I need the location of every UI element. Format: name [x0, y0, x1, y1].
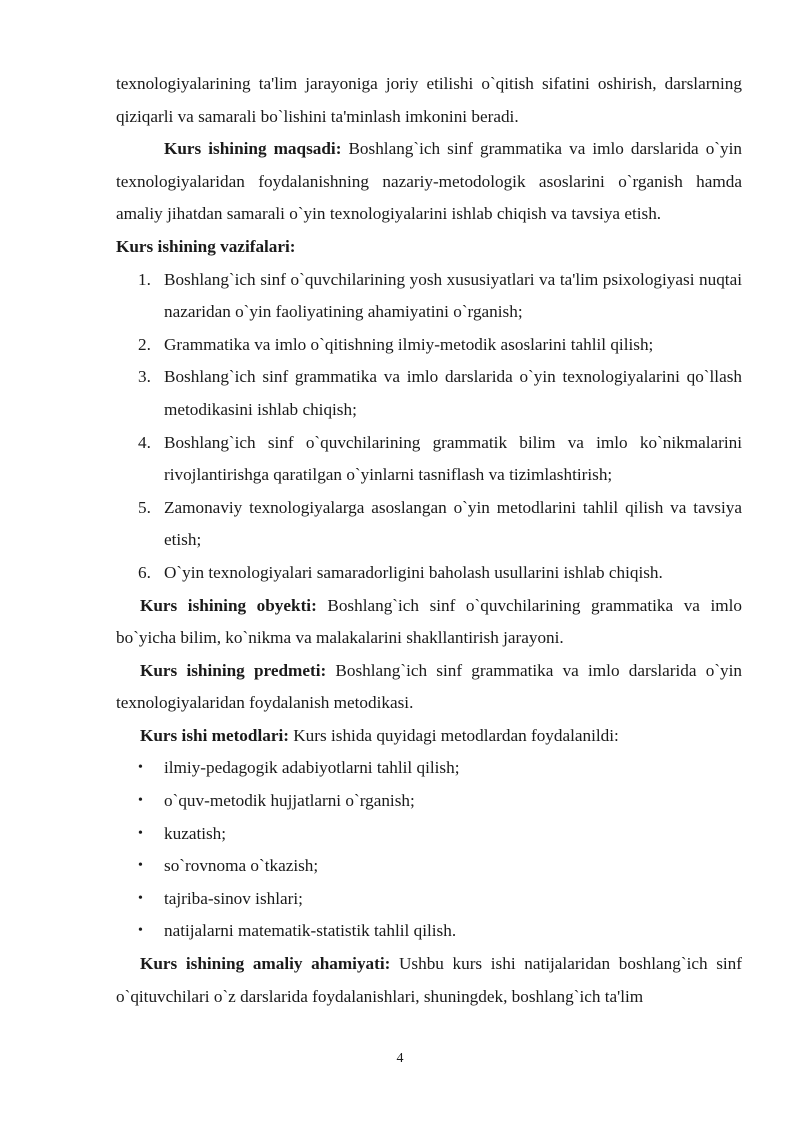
predmet-label: Kurs ishining predmeti: [140, 660, 327, 680]
list-item: 6. O`yin texnologiyalari samaradorligini baholash usullarini ishlab chiqish. [138, 562, 663, 582]
list-item: • o`quv-metodik hujjatlarni o`rganish; [116, 785, 742, 818]
list-item: 2. Grammatika va imlo o`qitishning ilmiy-metodik asoslarini tahlil qilish; [138, 334, 654, 354]
list-item: 3. Boshlang`ich sinf grammatika va imlo darslarida o`yin texnologiyalarini qo`llash metodikasini ishlab chiqish; [138, 367, 742, 419]
list-item: • kuzatish; [116, 818, 742, 851]
metodlar-text: Kurs ishida quyidagi metodlardan foydalanildi: [288, 725, 619, 745]
metodlar-label: Kurs ishi metodlari: [140, 725, 289, 745]
ahamiyat-label: Kurs ishining amaliy ahamiyati: [140, 954, 391, 974]
bullet-icon: • [138, 923, 143, 939]
intro-paragraph: texnologiyalarining ta'lim jarayoniga joriy etilishi o`qitish sifatini oshirish, darslarning qiziqarli va samarali bo`lishini ta'minlash imkonini beradi. [116, 74, 742, 126]
maqsad-paragraph [116, 133, 742, 231]
ahamiyat-paragraph [116, 948, 742, 1013]
metodlar-paragraph [116, 720, 742, 753]
predmet-text: Boshlang`ich sinf grammatika va imlo darslarida o`yin texnologiyalaridan foydalanish metodikasi. [116, 660, 743, 713]
list-item: • ilmiy-pedagogik adabiyotlarni tahlil qilish; [116, 752, 742, 785]
document-page [116, 68, 742, 1013]
bullet-icon: • [138, 858, 143, 874]
obyekt-paragraph [116, 590, 742, 655]
predmet-paragraph [116, 655, 742, 720]
list-item: 4. Boshlang`ich sinf o`quvchilarining grammatik bilim va imlo ko`nikmalarini rivojlantirishga qaratilgan o`yinlarni tasniflash va tizimlashtirish; [138, 432, 742, 485]
maqsad-text: Boshlang`ich sinf grammatika va imlo darslarida o`yin texnologiyalaridan foydalanishning nazariy-metodologik asoslarini o`rganish hamda amaliy jihatdan samarali o`yin texnologiyalarini ishlab chiqish va tavsiya etish. [116, 139, 742, 224]
page-number: 4 [396, 1051, 404, 1066]
vazifalar-heading: Kurs ishining vazifalari: [116, 236, 296, 256]
bullet-icon: • [138, 760, 143, 776]
maqsad-label: Kurs ishining maqsadi: [164, 139, 342, 159]
metodlar-list [116, 752, 742, 948]
vazifalar-list [116, 264, 742, 590]
obyekt-label: Kurs ishining obyekti: [140, 595, 317, 615]
list-item: • tajriba-sinov ishlari; [116, 883, 742, 916]
list-item: 5. Zamonaviy texnologiyalarga asoslangan o`yin metodlarini tahlil qilish va tavsiya etish; [138, 497, 742, 550]
list-item: 1. Boshlang`ich sinf o`quvchilarining yosh xususiyatlari va ta'lim psixologiyasi nuqtai nazaridan o`yin faoliyatining ahamiyatini o`rganish; [138, 269, 742, 322]
list-item: • natijalarni matematik-statistik tahlil qilish. [116, 915, 742, 948]
obyekt-text: Boshlang`ich sinf o`quvchilarining grammatika va imlo bo`yicha bilim, ko`nikma va malakalarini shakllantirish jarayoni. [116, 595, 742, 648]
bullet-icon: • [138, 825, 143, 841]
ahamiyat-text: Ushbu kurs ishi natijalaridan boshlang`ich sinf o`qituvchilari o`z darslarida foydalanishlari, shuningdek, boshlang`ich ta'lim [116, 954, 742, 1006]
bullet-icon: • [138, 890, 143, 906]
list-item: • so`rovnoma o`tkazish; [116, 850, 742, 883]
bullet-icon: • [138, 793, 143, 809]
